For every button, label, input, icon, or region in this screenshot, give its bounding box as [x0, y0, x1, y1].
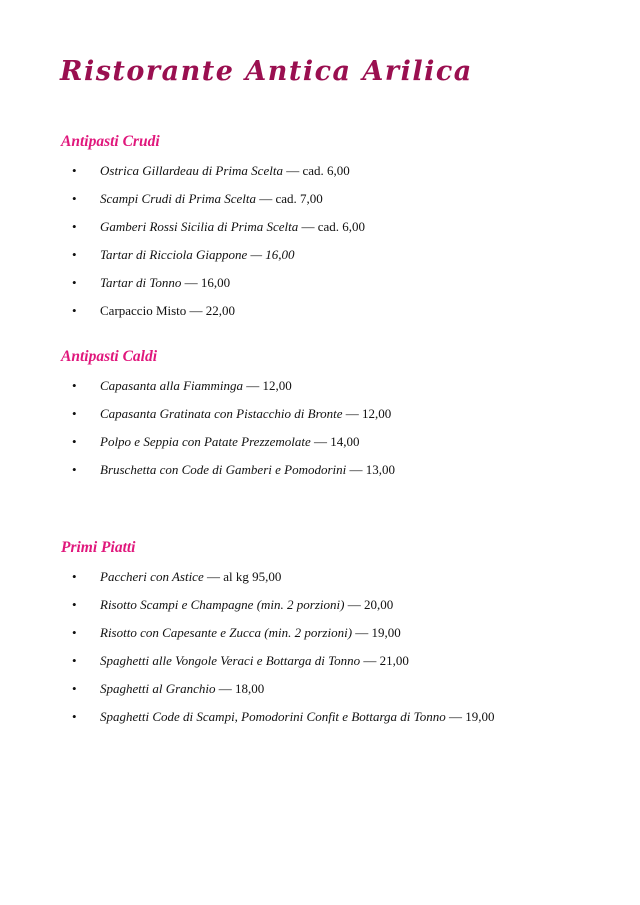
item-separator: — [282, 163, 303, 178]
bullet-icon: • [72, 625, 77, 640]
menu-item-text [100, 406, 391, 422]
bullet-icon: • [72, 406, 77, 421]
item-name: Tartar di Ricciola Giappone [100, 247, 248, 262]
item-name: Risotto con Capesante e Zucca (min. 2 porzioni) [100, 625, 353, 640]
item-price: 14,00 [330, 434, 360, 449]
menu-item-text [100, 569, 281, 585]
item-price: 13,00 [365, 462, 395, 477]
section-heading: Antipasti Crudi [61, 133, 160, 150]
item-price: cad. 6,00 [317, 219, 366, 234]
item-name: Capasanta alla Fiamminga [100, 378, 244, 393]
menu-item-text [100, 681, 264, 697]
item-price: al kg 95,00 [223, 569, 282, 584]
bullet-icon: • [72, 597, 77, 612]
menu-item-text [100, 219, 365, 235]
menu-item-text [100, 434, 359, 450]
menu-item-text [100, 597, 393, 613]
bullet-icon: • [72, 462, 77, 477]
item-price: 12,00 [362, 406, 392, 421]
item-separator: — [247, 247, 266, 262]
item-separator: — [203, 569, 224, 584]
item-name: Carpaccio Misto [100, 303, 187, 318]
item-name: Tartar di Tonno [100, 275, 182, 290]
item-separator: — [298, 219, 318, 234]
item-separator: — [186, 303, 206, 318]
item-separator: — [344, 597, 364, 612]
item-separator: — [360, 653, 380, 668]
item-price: 19,00 [465, 709, 495, 724]
item-price: 22,00 [205, 303, 236, 318]
item-separator: — [310, 434, 331, 449]
item-price: 12,00 [262, 378, 292, 393]
menu-item-text [100, 247, 295, 263]
item-price: 18,00 [235, 681, 265, 696]
menu-item-text [100, 378, 292, 394]
item-separator: — [352, 625, 372, 640]
section-heading: Antipasti Caldi [61, 348, 158, 365]
menu-item-text [100, 191, 323, 207]
bullet-icon: • [72, 569, 77, 584]
item-price: cad. 6,00 [302, 163, 350, 178]
bullet-icon: • [72, 303, 77, 318]
menu-item-text [100, 303, 235, 319]
item-name: Spaghetti al Granchio [100, 681, 216, 696]
item-name: Spaghetti alle Vongole Veraci e Bottarga di Tonno [100, 653, 361, 668]
menu-item-text [100, 163, 350, 179]
menu-item-text [100, 462, 395, 478]
item-price: 16,00 [200, 275, 231, 290]
bullet-icon: • [72, 191, 77, 206]
item-name: Spaghetti Code di Scampi, Pomodorini Confit e Bottarga di Tonno [100, 709, 446, 724]
item-price: 16,00 [265, 247, 295, 262]
item-name: Capasanta Gratinata con Pistacchio di Bronte [100, 406, 343, 421]
item-price: 21,00 [379, 653, 409, 668]
bullet-icon: • [72, 275, 77, 290]
item-name: Paccheri con Astice [100, 569, 204, 584]
item-separator: — [181, 275, 201, 290]
item-price: 19,00 [371, 625, 401, 640]
bullet-icon: • [72, 378, 77, 393]
item-separator: — [342, 406, 363, 421]
restaurant-title: Ristorante Antica Arilica [60, 56, 473, 87]
item-name: Bruschetta con Code di Gamberi e Pomodorini [100, 462, 347, 477]
item-separator: — [243, 378, 263, 393]
bullet-icon: • [72, 709, 77, 724]
item-price: 20,00 [363, 597, 394, 612]
section-heading: Primi Piatti [61, 539, 136, 556]
menu-item-text [100, 709, 494, 725]
bullet-icon: • [72, 681, 77, 696]
bullet-icon: • [72, 247, 77, 262]
menu-item-text [100, 625, 401, 641]
bullet-icon: • [72, 163, 77, 178]
item-price: cad. 7,00 [275, 191, 323, 206]
item-name: Gamberi Rossi Sicilia di Prima Scelta [100, 219, 299, 234]
item-separator: — [346, 462, 366, 477]
bullet-icon: • [72, 434, 77, 449]
menu-item-text [100, 275, 230, 291]
menu-item-text [100, 653, 409, 669]
item-separator: — [256, 191, 276, 206]
item-separator: — [445, 709, 466, 724]
item-name: Scampi Crudi di Prima Scelta [100, 191, 256, 206]
item-name: Ostrica Gillardeau di Prima Scelta [100, 163, 283, 178]
item-name: Polpo e Seppia con Patate Prezzemolate [100, 434, 311, 449]
bullet-icon: • [72, 653, 77, 668]
bullet-icon: • [72, 219, 77, 234]
item-name: Risotto Scampi e Champagne (min. 2 porzioni) [100, 597, 345, 612]
item-separator: — [215, 681, 236, 696]
